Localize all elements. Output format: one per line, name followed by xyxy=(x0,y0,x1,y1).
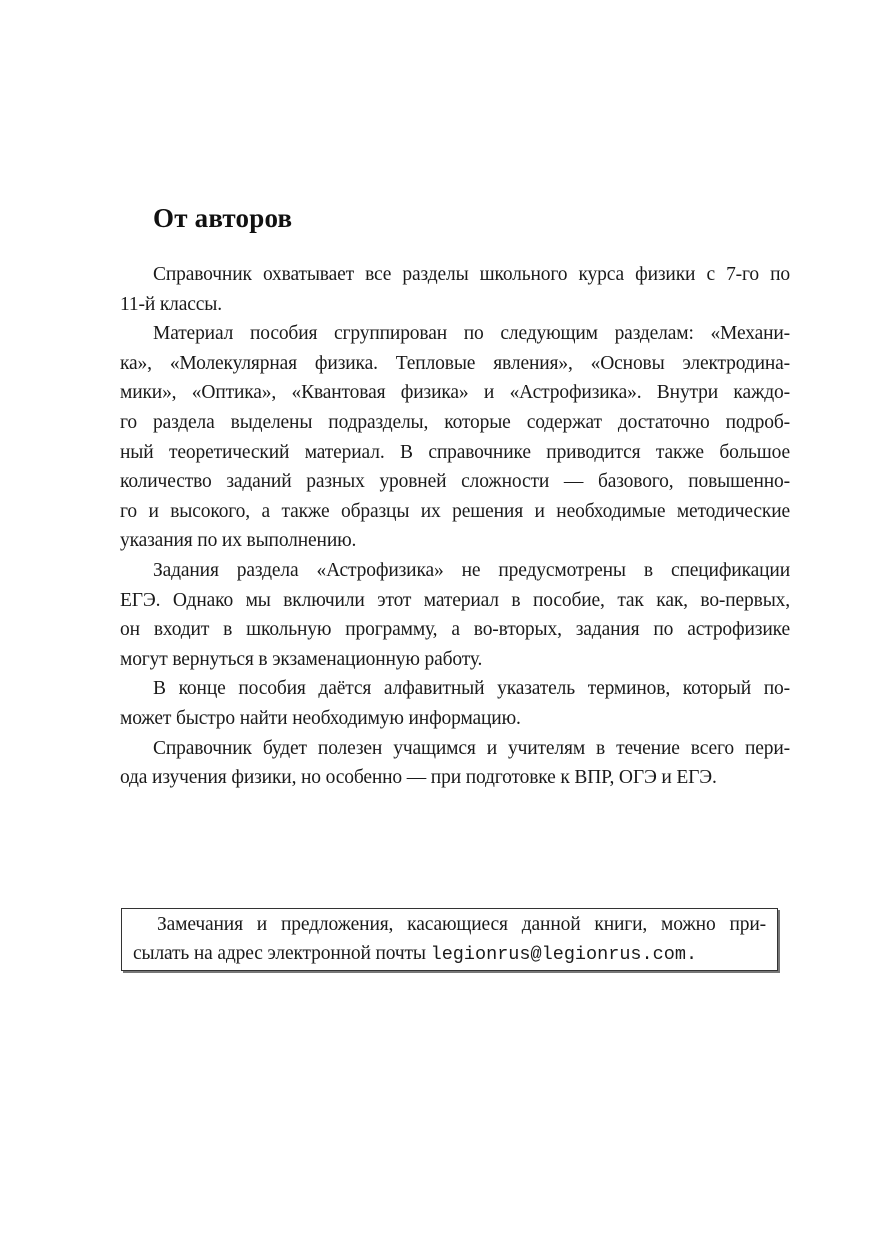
text-line: го раздела выделены подразделы, которые содержат достаточно подроб- xyxy=(120,411,790,433)
note-line: Замечания и предложения, касающиеся данной книги, можно при- xyxy=(157,914,766,935)
text-line: мики», «Оптика», «Квантовая физика» и «Астрофизика». Внутри каждо- xyxy=(120,382,790,404)
text-line: Задания раздела «Астрофизика» не предусмотрены в спецификации xyxy=(153,559,790,581)
text-line: ный теоретический материал. В справочнике приводится также большое xyxy=(120,441,790,463)
note-text: сылать на адрес электронной почты xyxy=(133,943,431,964)
text-line: Материал пособия сгруппирован по следующим разделам: «Механи- xyxy=(153,323,790,345)
note-period: . xyxy=(685,944,698,965)
note-line xyxy=(133,939,766,968)
text-line: ода изучения физики, но особенно — при подготовке к ВПР, ОГЭ и ЕГЭ. xyxy=(120,767,717,789)
paragraph-index xyxy=(120,674,790,733)
page-title: От авторов xyxy=(153,203,293,233)
text-line: ка», «Молекулярная физика. Тепловые явления», «Основы электродина- xyxy=(120,352,790,374)
paragraph-astrophysics xyxy=(120,556,790,674)
text-line: количество заданий разных уровней сложности — базового, повышенно- xyxy=(120,471,790,493)
text-line: могут вернуться в экзаменационную работу. xyxy=(120,648,483,670)
text-line: может быстро найти необходимую информацию. xyxy=(120,707,521,729)
text-line: указания по их выполнению. xyxy=(120,530,357,552)
text-line: Справочник охватывает все разделы школьного курса физики с 7-го по xyxy=(153,264,790,285)
text-line: го и высокого, а также образцы их решения и необходимые методические xyxy=(120,500,790,522)
feedback-note-box xyxy=(121,908,778,971)
text-line: он входит в школьную программу, а во-вторых, задания по астрофизике xyxy=(120,619,790,641)
text-line: В конце пособия даётся алфавитный указатель терминов, который по- xyxy=(153,678,790,700)
paragraph-audience xyxy=(120,734,790,793)
text-line: Справочник будет полезен учащимся и учителям в течение всего пери- xyxy=(153,737,790,759)
text-line: 11-й классы. xyxy=(120,293,222,315)
paragraph-sections xyxy=(120,319,790,556)
text-line: ЕГЭ. Однако мы включили этот материал в пособие, так как, во-первых, xyxy=(120,589,790,611)
email-address[interactable]: legionrus@legionrus.com xyxy=(430,944,686,965)
paragraph-intro xyxy=(120,260,790,319)
body-text xyxy=(120,260,790,793)
